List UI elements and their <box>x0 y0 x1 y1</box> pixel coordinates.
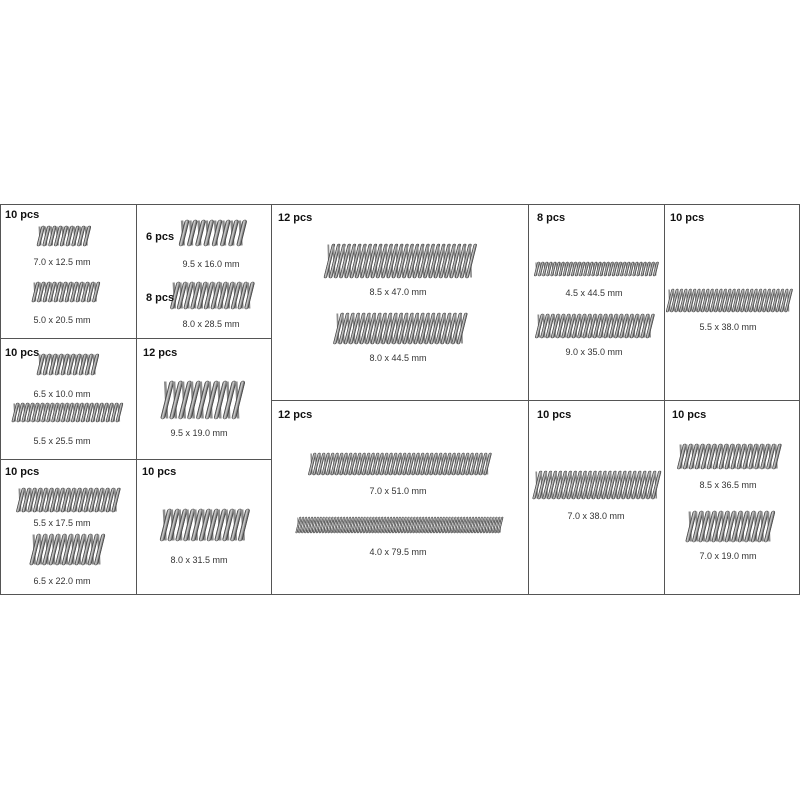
spring-image <box>679 443 780 470</box>
quantity-label: 10 pcs <box>537 409 572 421</box>
size-label: 5.0 x 20.5 mm <box>33 315 91 325</box>
quantity-label: 10 pcs <box>670 212 705 224</box>
size-label: 5.5 x 38.0 mm <box>699 322 757 332</box>
size-label: 6.5 x 10.0 mm <box>33 389 91 399</box>
size-label: 7.0 x 19.0 mm <box>699 551 757 561</box>
spring-image <box>327 243 474 279</box>
spring-image <box>162 508 248 542</box>
size-label: 5.5 x 25.5 mm <box>33 436 91 446</box>
spring-image <box>38 353 98 376</box>
size-label: 8.0 x 28.5 mm <box>182 319 240 329</box>
spring-image <box>297 516 502 534</box>
size-label: 7.0 x 12.5 mm <box>33 257 91 267</box>
quantity-label: 12 pcs <box>278 409 313 421</box>
quantity-label: 10 pcs <box>142 466 177 478</box>
spring-image <box>688 510 773 543</box>
quantity-label: 8 pcs <box>537 212 566 224</box>
size-label: 7.0 x 51.0 mm <box>369 486 427 496</box>
quantity-label: 12 pcs <box>143 347 178 359</box>
quantity-label: 10 pcs <box>5 347 40 359</box>
quantity-label: 6 pcs <box>146 231 175 243</box>
quantity-label: 10 pcs <box>5 466 40 478</box>
spring-image <box>13 402 122 423</box>
size-label: 8.0 x 31.5 mm <box>170 555 228 565</box>
size-label: 4.5 x 44.5 mm <box>565 288 623 298</box>
spring-compartment <box>528 204 665 401</box>
size-label: 8.5 x 36.5 mm <box>699 480 757 490</box>
size-label: 9.5 x 19.0 mm <box>170 428 228 438</box>
size-label: 8.5 x 47.0 mm <box>369 287 427 297</box>
spring-image <box>33 281 99 303</box>
size-label: 8.0 x 44.5 mm <box>369 353 427 363</box>
spring-image <box>336 312 465 345</box>
quantity-label: 12 pcs <box>278 212 313 224</box>
spring-image <box>668 288 791 313</box>
spring-image <box>163 380 243 420</box>
quantity-label: 10 pcs <box>5 209 40 221</box>
size-label: 9.0 x 35.0 mm <box>565 347 623 357</box>
size-label: 6.5 x 22.0 mm <box>33 576 91 586</box>
spring-image <box>18 487 119 513</box>
spring-image <box>172 281 253 310</box>
size-label: 7.0 x 38.0 mm <box>567 511 625 521</box>
size-label: 9.5 x 16.0 mm <box>182 259 240 269</box>
spring-image <box>535 470 659 500</box>
size-label: 4.0 x 79.5 mm <box>369 547 427 557</box>
spring-compartment <box>271 400 529 595</box>
spring-compartment <box>271 204 529 401</box>
spring-image <box>310 452 490 476</box>
quantity-label: 8 pcs <box>146 292 175 304</box>
quantity-label: 10 pcs <box>672 409 707 421</box>
spring-image <box>32 533 103 566</box>
spring-image <box>180 219 246 247</box>
spring-image <box>537 313 653 339</box>
spring-image <box>38 225 90 247</box>
size-label: 5.5 x 17.5 mm <box>33 518 91 528</box>
spring-image <box>535 261 658 277</box>
spring-compartment <box>664 400 800 595</box>
